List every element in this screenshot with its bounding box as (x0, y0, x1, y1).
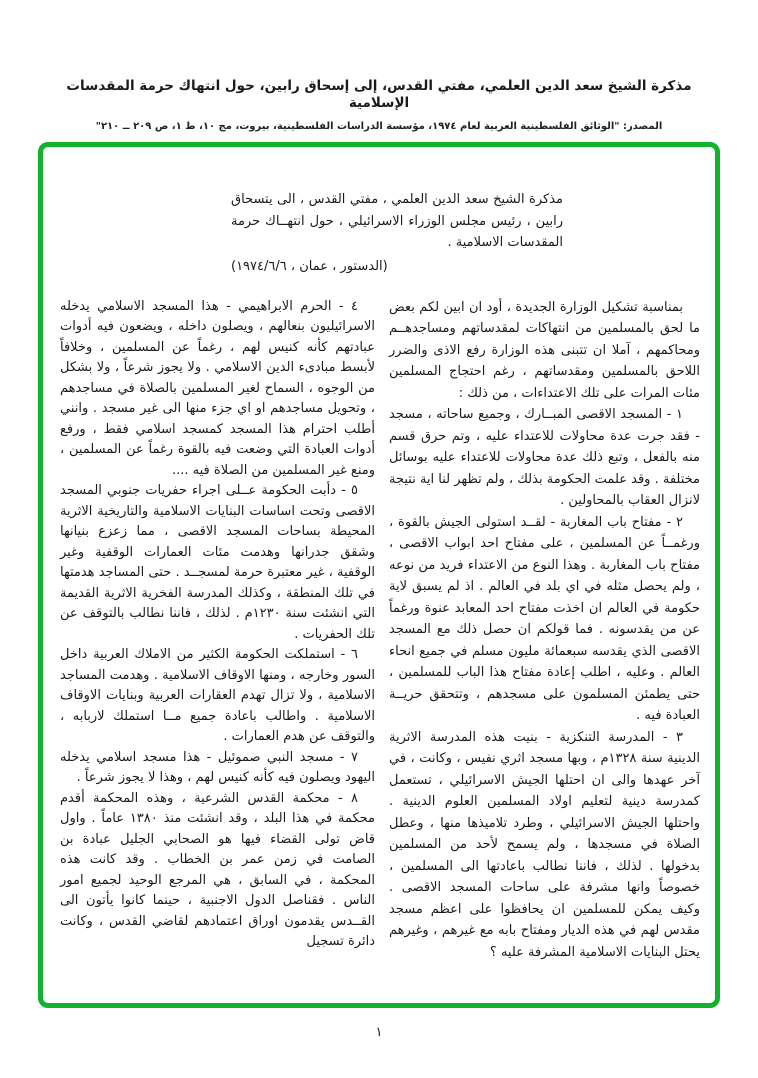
paragraph-item-2: ٢ - مفتاح باب المغاربة - لقــد استولى الجيش بالقوة ، ورغمــاً عن المسلمين ، على مفتاح احد ابواب الاقصى ، مفتاح باب المغاربة . وهذا النوع من الاعتداء فريد من نوعه ، ولم يحصل مثله في اي بلد في العالم . اذ لم يسبق لاية حكومة في العالم ان اخذت مفتاح احد المعابد عنوة ورغماً عن من يقدسونه . فما قولكم ان حصل ذلك مع المسجد الاقصى الذي يقدسه سبعمائة مليون مسلم في جميع انحاء العالم . وعليه ، اطلب إعادة مفتاح هذا الباب للمسلمين ، حتى يطمئن المسلمون على مسجدهم ، وتتحقق حريــة العبادة فيه . (389, 514, 700, 723)
column-right (389, 297, 700, 964)
paragraph-item-4: ٤ - الحرم الابراهيمي - هذا المسجد الاسلامي يدخله الاسرائيليون بنعالهم ، ويصلون داخله ، ويضعون فيه أدوات عبادتهم كأنه كنيس لهم ، رغماً عن المسلمين ، وخلافاً لأبسط مبادىء الدين الاسلامي . ولا يجوز شرعاً ، ولا بشكل من الوجوه ، السماح لغير المسلمين بالصلاة في مساجدهم ، وتحويل مساجدهم او اي جزء منها الى غير مسجد . وانني أطلب احترام هذا المسجد كمسجد اسلامي فقط ، ورفع أدوات العبادة التي وضعت فيه بالقوة رغماً عن المسلمين ، ومنع غير المسلمين من الصلاة فيه .... (60, 298, 375, 478)
column-left (60, 297, 375, 964)
memo-dateline: (الدستور ، عمان ، ١٩٧٤/٦/٦) (231, 258, 388, 274)
paragraph-intro: بمناسبة تشكيل الوزارة الجديدة ، أود ان ابين لكم بعض ما لحق بالمسلمين من انتهاكات لمقدساتهم ومساجدهــم ومحاكمهم ، آملا ان تتبنى هذه الوزارة رفع الاذى والضرر اللاحق بالمسلمين ومقدساتهم ، رغم احتجاج المسلمين مئات المرات على تلك الاعتداءات ، من ذلك : (389, 299, 700, 401)
document-frame (38, 142, 720, 1008)
paragraph-item-5: ٥ - دأبت الحكومة عــلى اجراء حفريات جنوبي المسجد الاقصى وتحت اساسات البنايات الاسلامية والتاريخية الاثرية المحيطة بساحات المسجد الاقصى ، مما زعزع بنيانها وشقق جدرانها وهدمت مئات العمارات الوقفية وغير الوقفية ، غير معتبرة حرمة لمسجــد . حتى المساجد هدمتها في تلك المنطقة ، وكذلك المدرسة الفخرية الاثرية القديمة التي انشئت سنة ١٢٣٠م . لذلك ، فاننا نطالب بالتوقف عن تلك الحفريات . (60, 483, 376, 642)
page-number: ١ (375, 1025, 383, 1040)
paragraph-item-3: ٣ - المدرسة التنكزية - بنيت هذه المدرسة الاثرية الدينية سنة ١٣٢٨م ، وبها مسجد اثري نفيس ، وكانت ، في آخر عهدها والى ان احتلها الجيش الاسرائيلي ، تستعمل كمدرسة دينية لتعليم اولاد المسلمين العلوم الدينية . واحتلها الجيش الاسرائيلي ، وطرد تلاميذها منها ، وعطل الصلاة في مسجدها ، ولم يسمح لأحد من المسلمين بدخولها . لذلك ، فاننا نطالب باعادتها الى المسلمين ، خصوصاً وانها مشرفة على ساحات المسجد الاقصى . وكيف يمكن للمسلمين ان يحافظوا على اعظم مسجد مقدس لهم في هذه الديار ومفتاح بابه مع غيرهم ، وغيرهم يحتل البنايات الاسلامية المشرفة عليه ؟ (389, 729, 700, 960)
paragraph-item-1: ١ - المسجد الاقصى المبــارك ، وجميع ساحاته ، مسجد - فقد جرت عدة محاولات للاعتداء عليه ، وتم حرق قسم منه بالفعل ، وتبع ذلك عدة محاولات للاعتداء عليه بوسائل مختلفة . وقد علمت الحكومة بذلك ، ولم تظهر لنا اية نتيجة لانزال العقاب بالمحاولين . (389, 407, 700, 508)
page-header (0, 0, 758, 132)
paragraph-item-7: ٧ - مسجد النبي صموئيل - هذا مسجد اسلامي يدخله اليهود ويصلون فيه كأنه كنيس لهم ، وهذا لا يجوز شرعاً . (60, 749, 375, 785)
source-citation: المصدر: "الوثائق الفلسطينية العربية لعام ١٩٧٤، مؤسسة الدراسات الفلسطينية، بيروت، مج ١٠، ط ١، ص ٢٠٩ ــ ٢١٠" (95, 121, 663, 132)
memo-body-columns (43, 274, 715, 964)
memo-heading: مذكرة الشيخ سعد الدين العلمي ، مفتي القدس ، الى يتسحاق رابين ، رئيس مجلس الوزراء الاسرائيلي ، حول انتهــاك حرمة المقدسات الاسلامية . (231, 192, 563, 250)
paragraph-item-8: ٨ - محكمة القدس الشرعية ، وهذه المحكمة أقدم محكمة في هذا البلد ، وقد انشئت منذ ١٣٨٠ عاماً . واول قاض تولى القضاء فيها هو الصحابي الجليل عبادة بن الصامت في زمن عمر بن الخطاب . وقد كانت هذه المحكمة ، في السابق ، هي المرجع الوحيد لجميع امور الناس . فقناصل الدول الاجنبية ، حينما كانوا يأتون الى القــدس يقدمون اوراق اعتمادهم لقاضي القدس ، وكانت دائرة تسجيل (60, 790, 375, 949)
paragraph-item-6: ٦ - استملكت الحكومة الكثير من الاملاك العربية داخل السور وخارجه ، ومنها الاوقاف الاسلامية . وهدمت المساجد الاسلامية ، ولا تزال تهدم العقارات العربية وبنايات الاوقاف الاسلامية . واطالب باعادة جميع مــا استملك لاربابه ، والتوقف عن هدم العمارات . (60, 647, 375, 744)
page-title: مذكرة الشيخ سعد الدين العلمي، مفتي القدس، إلى إسحاق رابين، حول انتهاك حرمة المقدسات الإسلامية (66, 78, 692, 111)
